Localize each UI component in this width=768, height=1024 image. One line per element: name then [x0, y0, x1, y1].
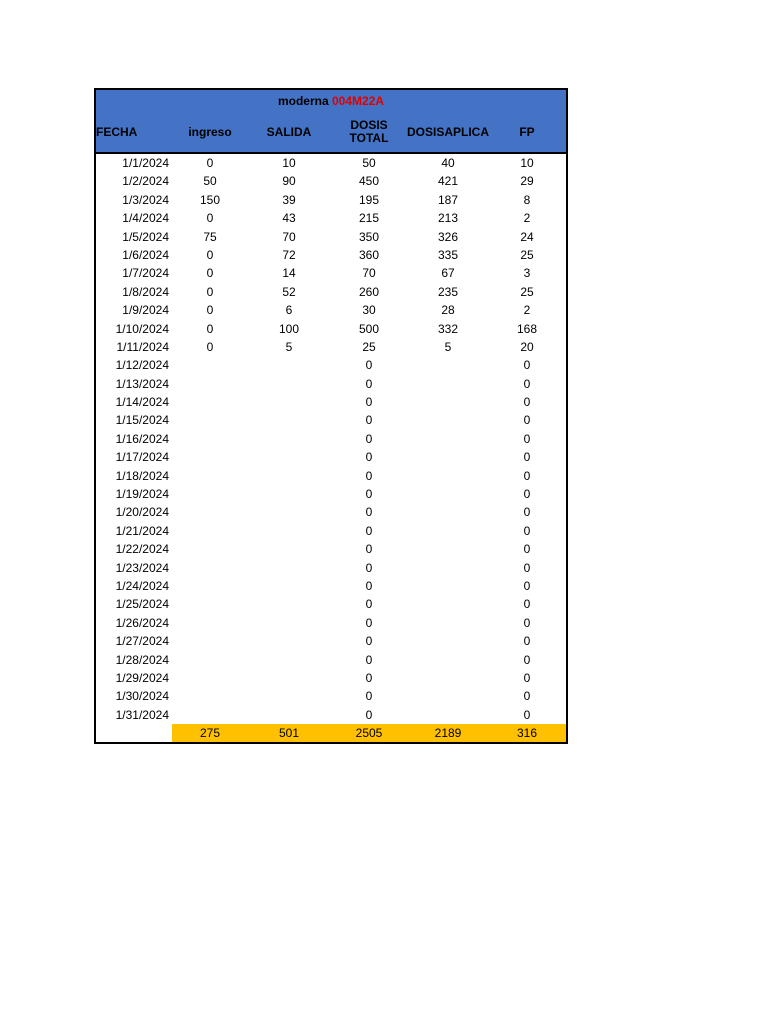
table-row: [96, 595, 566, 613]
cell-salida[interactable]: [248, 614, 330, 632]
table-row: [96, 687, 566, 705]
table-row: [96, 651, 566, 669]
cell-ingreso[interactable]: [172, 540, 248, 558]
cell-fp[interactable]: 0: [523, 358, 531, 373]
table-row: [96, 375, 566, 393]
totals-row: [96, 724, 566, 742]
cell-ingreso[interactable]: 0: [206, 339, 214, 354]
cell-dosis-total[interactable]: 0: [365, 358, 373, 373]
table-row: [96, 411, 566, 429]
inventory-sheet: [94, 88, 568, 744]
cell-fp[interactable]: 0: [523, 634, 531, 649]
cell-fp[interactable]: 2: [523, 211, 531, 226]
cell-fp[interactable]: 25: [520, 247, 534, 262]
cell-dosis-total[interactable]: 0: [365, 468, 373, 483]
cell-ingreso[interactable]: [172, 577, 248, 595]
cell-fp[interactable]: 0: [523, 376, 531, 391]
cell-ingreso[interactable]: 150: [199, 192, 221, 207]
cell-dosis-aplica[interactable]: 67: [441, 266, 455, 281]
cell-ingreso[interactable]: [172, 522, 248, 540]
cell-dosis-aplica[interactable]: [408, 559, 488, 577]
lot-code: 004M22A: [332, 94, 385, 108]
cell-salida[interactable]: [248, 375, 330, 393]
cell-dosis-aplica[interactable]: [408, 467, 488, 485]
cell-fecha[interactable]: 1/6/2024: [122, 247, 169, 262]
total-dosis-aplica[interactable]: 2189: [408, 724, 488, 742]
cell-dosis-aplica[interactable]: [408, 632, 488, 650]
cell-dosis-aplica[interactable]: [408, 522, 488, 540]
cell-dosis-aplica[interactable]: [408, 485, 488, 503]
cell-dosis-aplica[interactable]: [408, 430, 488, 448]
header-fecha[interactable]: FECHA: [96, 124, 138, 139]
cell-ingreso[interactable]: [172, 559, 248, 577]
cell-fecha[interactable]: 1/24/2024: [115, 578, 169, 593]
cell-dosis-total[interactable]: 195: [358, 192, 380, 207]
cell-dosis-aplica[interactable]: 335: [437, 247, 459, 262]
table-row: [96, 448, 566, 466]
cell-dosis-total[interactable]: 0: [365, 597, 373, 612]
cell-dosis-aplica[interactable]: [408, 411, 488, 429]
cell-fp[interactable]: 0: [523, 413, 531, 428]
cell-fecha[interactable]: 1/9/2024: [122, 303, 169, 318]
cell-fp[interactable]: 0: [523, 707, 531, 722]
cell-fp[interactable]: 25: [520, 284, 534, 299]
cell-fecha[interactable]: 1/18/2024: [115, 468, 169, 483]
cell-salida[interactable]: [248, 485, 330, 503]
table-row: [96, 632, 566, 650]
cell-fp[interactable]: 2: [523, 303, 531, 318]
cell-salida[interactable]: [248, 467, 330, 485]
total-salida[interactable]: 501: [248, 724, 330, 742]
table-row: [96, 540, 566, 558]
table-body: [96, 154, 566, 724]
table-row: [96, 356, 566, 374]
cell-ingreso[interactable]: [172, 687, 248, 705]
cell-dosis-total[interactable]: 0: [365, 707, 373, 722]
cell-fp[interactable]: 0: [523, 560, 531, 575]
cell-ingreso[interactable]: [172, 503, 248, 521]
cell-dosis-aplica[interactable]: 326: [437, 229, 459, 244]
cell-dosis-total[interactable]: 0: [365, 505, 373, 520]
cell-dosis-aplica[interactable]: [408, 393, 488, 411]
totals-label-cell[interactable]: [96, 724, 172, 742]
cell-fecha[interactable]: 1/16/2024: [115, 431, 169, 446]
cell-dosis-aplica[interactable]: 5: [444, 339, 452, 354]
cell-fecha[interactable]: 1/23/2024: [115, 560, 169, 575]
cell-salida[interactable]: [248, 430, 330, 448]
total-ingreso[interactable]: 275: [172, 724, 248, 742]
cell-salida[interactable]: [248, 595, 330, 613]
cell-salida[interactable]: 100: [278, 321, 300, 336]
cell-dosis-total[interactable]: 0: [365, 431, 373, 446]
cell-fecha[interactable]: 1/27/2024: [115, 634, 169, 649]
cell-salida[interactable]: [248, 356, 330, 374]
cell-ingreso[interactable]: [172, 669, 248, 687]
cell-fecha[interactable]: 1/14/2024: [115, 395, 169, 410]
table-row: [96, 485, 566, 503]
cell-ingreso[interactable]: [172, 632, 248, 650]
cell-salida[interactable]: [248, 522, 330, 540]
cell-ingreso[interactable]: 75: [203, 229, 217, 244]
cell-ingreso[interactable]: [172, 595, 248, 613]
cell-dosis-total[interactable]: 25: [362, 339, 376, 354]
cell-dosis-aplica[interactable]: [408, 375, 488, 393]
cell-dosis-total[interactable]: 0: [365, 487, 373, 502]
header-dosis-aplica[interactable]: [408, 112, 488, 152]
cell-salida[interactable]: [248, 393, 330, 411]
cell-fecha[interactable]: 1/4/2024: [122, 211, 169, 226]
cell-ingreso[interactable]: [172, 411, 248, 429]
cell-fecha[interactable]: 1/2/2024: [122, 174, 169, 189]
cell-ingreso[interactable]: [172, 485, 248, 503]
cell-dosis-aplica[interactable]: [408, 706, 488, 724]
cell-ingreso[interactable]: [172, 448, 248, 466]
cell-ingreso[interactable]: [172, 651, 248, 669]
table-row: [96, 264, 566, 282]
cell-dosis-total[interactable]: 0: [365, 615, 373, 630]
cell-dosis-total[interactable]: 30: [362, 303, 376, 318]
cell-dosis-aplica[interactable]: [408, 687, 488, 705]
header-dosis-total[interactable]: DOSIS TOTAL: [349, 118, 389, 145]
cell-fecha[interactable]: 1/1/2024: [122, 156, 169, 170]
cell-salida[interactable]: [248, 411, 330, 429]
table-row: [96, 320, 566, 338]
cell-dosis-aplica[interactable]: 213: [437, 211, 459, 226]
cell-fecha[interactable]: 1/7/2024: [122, 266, 169, 281]
table-row: [96, 191, 566, 209]
cell-salida[interactable]: [248, 669, 330, 687]
cell-fecha[interactable]: 1/20/2024: [115, 505, 169, 520]
cell-ingreso[interactable]: 0: [206, 211, 214, 226]
cell-dosis-total[interactable]: 260: [358, 284, 380, 299]
cell-dosis-aplica[interactable]: [408, 651, 488, 669]
cell-fp[interactable]: 0: [523, 597, 531, 612]
cell-fecha[interactable]: 1/8/2024: [122, 284, 169, 299]
cell-fecha[interactable]: 1/30/2024: [115, 689, 169, 704]
table-row: [96, 172, 566, 190]
cell-ingreso[interactable]: [172, 467, 248, 485]
cell-salida[interactable]: 10: [282, 156, 296, 170]
cell-ingreso[interactable]: [172, 706, 248, 724]
header-dosis-aplica-line2: APLICA: [444, 124, 490, 139]
cell-ingreso[interactable]: [172, 614, 248, 632]
cell-salida[interactable]: [248, 632, 330, 650]
cell-salida[interactable]: [248, 687, 330, 705]
cell-fecha[interactable]: 1/17/2024: [115, 450, 169, 465]
cell-ingreso[interactable]: 50: [203, 174, 217, 189]
cell-ingreso[interactable]: [172, 356, 248, 374]
header-fp[interactable]: FP: [519, 124, 535, 139]
cell-dosis-total[interactable]: 350: [358, 229, 380, 244]
cell-fp[interactable]: 0: [523, 670, 531, 685]
cell-dosis-total[interactable]: 0: [365, 634, 373, 649]
cell-dosis-aplica[interactable]: [408, 614, 488, 632]
cell-fecha[interactable]: 1/25/2024: [115, 597, 169, 612]
cell-salida[interactable]: [248, 559, 330, 577]
table-row: [96, 467, 566, 485]
cell-fecha[interactable]: 1/10/2024: [115, 321, 169, 336]
cell-dosis-total[interactable]: 0: [365, 560, 373, 575]
cell-ingreso[interactable]: [172, 375, 248, 393]
cell-salida[interactable]: 39: [282, 192, 296, 207]
column-header-row: [96, 112, 566, 154]
cell-dosis-total[interactable]: 0: [365, 376, 373, 391]
cell-dosis-total[interactable]: 360: [358, 247, 380, 262]
cell-dosis-total[interactable]: 500: [358, 321, 380, 336]
table-row: [96, 246, 566, 264]
cell-salida[interactable]: 52: [282, 284, 296, 299]
cell-fp[interactable]: 0: [523, 578, 531, 593]
cell-salida[interactable]: [248, 448, 330, 466]
cell-fecha[interactable]: 1/21/2024: [115, 523, 169, 538]
cell-dosis-total[interactable]: 0: [365, 523, 373, 538]
cell-dosis-aplica[interactable]: [408, 540, 488, 558]
cell-dosis-total[interactable]: 70: [362, 266, 376, 281]
cell-salida[interactable]: 6: [285, 303, 293, 318]
header-ingreso[interactable]: ingreso: [188, 124, 232, 139]
cell-dosis-total[interactable]: 0: [365, 652, 373, 667]
cell-fp[interactable]: 0: [523, 395, 531, 410]
cell-dosis-aplica[interactable]: [408, 577, 488, 595]
header-dosis-aplica-line1: DOSIS: [407, 124, 445, 139]
table-row: [96, 614, 566, 632]
header-salida[interactable]: SALIDA: [266, 124, 312, 139]
cell-fp[interactable]: 0: [523, 487, 531, 502]
cell-fp[interactable]: 10: [520, 156, 534, 170]
cell-dosis-aplica[interactable]: 40: [441, 156, 455, 170]
cell-fecha[interactable]: 1/3/2024: [122, 192, 169, 207]
cell-fecha[interactable]: 1/15/2024: [115, 413, 169, 428]
cell-fp[interactable]: 0: [523, 542, 531, 557]
table-row: [96, 559, 566, 577]
cell-fecha[interactable]: 1/28/2024: [115, 652, 169, 667]
cell-dosis-aplica[interactable]: [408, 595, 488, 613]
cell-fp[interactable]: 29: [520, 174, 534, 189]
table-row: [96, 228, 566, 246]
cell-fecha[interactable]: 1/29/2024: [115, 670, 169, 685]
sheet-title: [96, 90, 566, 112]
cell-fecha[interactable]: 1/13/2024: [115, 376, 169, 391]
table-row: [96, 503, 566, 521]
cell-fp[interactable]: 0: [523, 450, 531, 465]
cell-dosis-aplica[interactable]: 332: [437, 321, 459, 336]
cell-salida[interactable]: 43: [282, 211, 296, 226]
cell-salida[interactable]: 70: [282, 229, 296, 244]
cell-ingreso[interactable]: 0: [206, 247, 214, 262]
cell-fecha[interactable]: 1/11/2024: [116, 339, 169, 354]
cell-ingreso[interactable]: 0: [206, 266, 214, 281]
cell-dosis-total[interactable]: 0: [365, 450, 373, 465]
cell-salida[interactable]: [248, 503, 330, 521]
cell-salida[interactable]: 14: [282, 266, 296, 281]
cell-dosis-total[interactable]: 215: [358, 211, 380, 226]
cell-fecha[interactable]: 1/12/2024: [115, 358, 169, 373]
cell-dosis-aplica[interactable]: [408, 669, 488, 687]
cell-dosis-aplica[interactable]: 28: [441, 303, 455, 318]
total-dosis-total[interactable]: 2505: [330, 724, 408, 742]
cell-dosis-total[interactable]: 0: [365, 689, 373, 704]
cell-dosis-total[interactable]: 50: [362, 156, 376, 170]
cell-ingreso[interactable]: [172, 430, 248, 448]
table-row: [96, 154, 566, 172]
cell-fp[interactable]: 0: [523, 523, 531, 538]
table-row: [96, 209, 566, 227]
cell-dosis-total[interactable]: 0: [365, 670, 373, 685]
table-row: [96, 522, 566, 540]
cell-fecha[interactable]: 1/31/2024: [115, 707, 169, 722]
cell-ingreso[interactable]: 0: [206, 321, 214, 336]
cell-ingreso[interactable]: 0: [206, 156, 214, 170]
cell-dosis-total[interactable]: 0: [365, 578, 373, 593]
cell-fp[interactable]: 168: [516, 321, 538, 336]
cell-fecha[interactable]: 1/5/2024: [122, 229, 169, 244]
cell-salida[interactable]: 90: [282, 174, 296, 189]
cell-fp[interactable]: 0: [523, 615, 531, 630]
cell-fp[interactable]: 0: [523, 652, 531, 667]
cell-dosis-aplica[interactable]: [408, 448, 488, 466]
title-prefix: moderna: [277, 94, 329, 108]
cell-dosis-aplica[interactable]: [408, 356, 488, 374]
table-row: [96, 577, 566, 595]
cell-salida[interactable]: [248, 577, 330, 595]
cell-fp[interactable]: 20: [520, 339, 534, 354]
cell-dosis-total[interactable]: 0: [365, 542, 373, 557]
cell-salida[interactable]: [248, 540, 330, 558]
cell-fecha[interactable]: 1/26/2024: [115, 615, 169, 630]
cell-dosis-total[interactable]: 450: [358, 174, 380, 189]
cell-dosis-total[interactable]: 0: [365, 395, 373, 410]
cell-salida[interactable]: 5: [285, 339, 293, 354]
cell-fp[interactable]: 0: [523, 689, 531, 704]
cell-dosis-aplica[interactable]: 187: [437, 192, 459, 207]
cell-dosis-aplica[interactable]: 235: [437, 284, 459, 299]
table-row: [96, 669, 566, 687]
cell-fp[interactable]: 3: [523, 266, 531, 281]
cell-fecha[interactable]: 1/19/2024: [115, 487, 169, 502]
table-row: [96, 283, 566, 301]
cell-ingreso[interactable]: 0: [206, 284, 214, 299]
total-fp[interactable]: 316: [488, 724, 566, 742]
cell-fp[interactable]: 24: [520, 229, 534, 244]
cell-salida[interactable]: 72: [282, 247, 296, 262]
cell-dosis-aplica[interactable]: 421: [437, 174, 459, 189]
table-row: [96, 338, 566, 356]
cell-fp[interactable]: 8: [523, 192, 531, 207]
cell-fecha[interactable]: 1/22/2024: [115, 542, 169, 557]
cell-dosis-total[interactable]: 0: [365, 413, 373, 428]
cell-salida[interactable]: [248, 706, 330, 724]
cell-dosis-aplica[interactable]: [408, 503, 488, 521]
cell-salida[interactable]: [248, 651, 330, 669]
cell-ingreso[interactable]: [172, 393, 248, 411]
cell-fp[interactable]: 0: [523, 431, 531, 446]
cell-ingreso[interactable]: 0: [206, 303, 214, 318]
cell-fp[interactable]: 0: [523, 505, 531, 520]
table-row: [96, 706, 566, 724]
table-row: [96, 393, 566, 411]
cell-fp[interactable]: 0: [523, 468, 531, 483]
table-row: [96, 430, 566, 448]
table-row: [96, 301, 566, 319]
